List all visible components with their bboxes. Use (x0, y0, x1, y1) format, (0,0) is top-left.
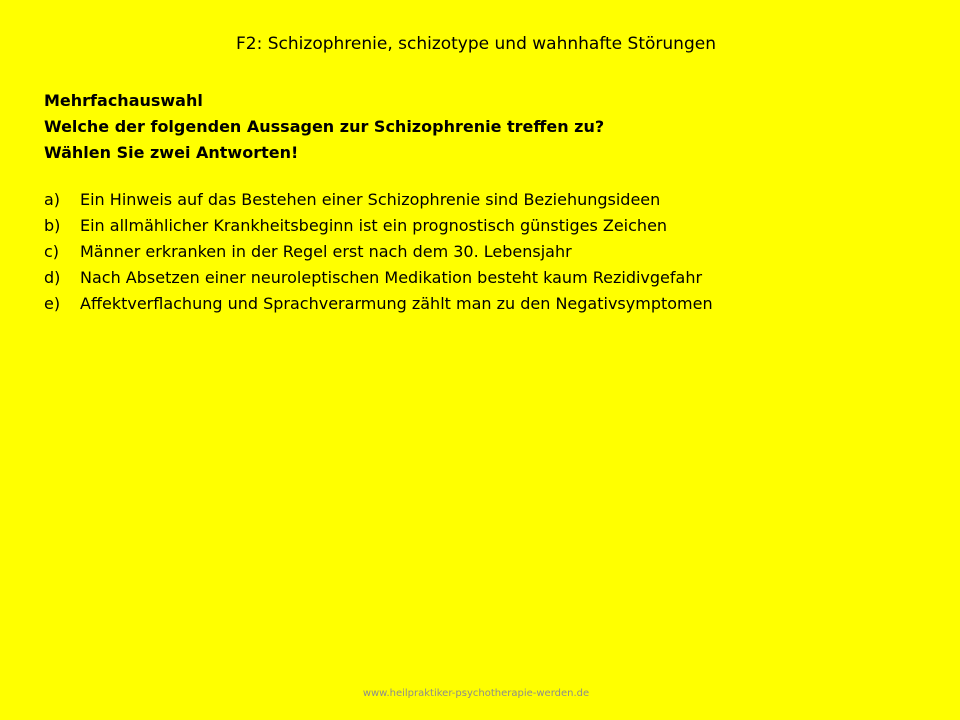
option-text: Ein Hinweis auf das Bestehen einer Schizophrenie sind Beziehungsideen (80, 190, 661, 209)
question-block (44, 88, 604, 166)
answer-option-b (44, 213, 713, 239)
slide-title: F2: Schizophrenie, schizotype und wahnhafte Störungen (236, 34, 716, 54)
answer-options-list (44, 187, 713, 317)
option-text: Affektverflachung und Sprachverarmung zählt man zu den Negativsymptomen (80, 294, 713, 313)
option-letter: a) (44, 190, 61, 209)
footer-url: www.heilpraktiker-psychotherapie-werden.de (362, 688, 590, 699)
answer-option-e (44, 291, 713, 317)
option-letter: e) (44, 294, 61, 313)
question-instruction: Wählen Sie zwei Antworten! (44, 143, 299, 162)
option-letter: c) (44, 242, 60, 261)
option-letter: d) (44, 268, 61, 287)
option-text: Ein allmählicher Krankheitsbeginn ist ein prognostisch günstiges Zeichen (80, 216, 668, 235)
option-text: Männer erkranken in der Regel erst nach dem 30. Lebensjahr (80, 242, 572, 261)
option-text: Nach Absetzen einer neuroleptischen Medikation besteht kaum Rezidivgefahr (80, 268, 703, 287)
answer-option-d (44, 265, 713, 291)
answer-option-a (44, 187, 713, 213)
option-letter: b) (44, 216, 61, 235)
answer-option-c (44, 239, 713, 265)
question-type-label: Mehrfachauswahl (44, 91, 203, 110)
question-prompt: Welche der folgenden Aussagen zur Schizophrenie treffen zu? (44, 117, 605, 136)
